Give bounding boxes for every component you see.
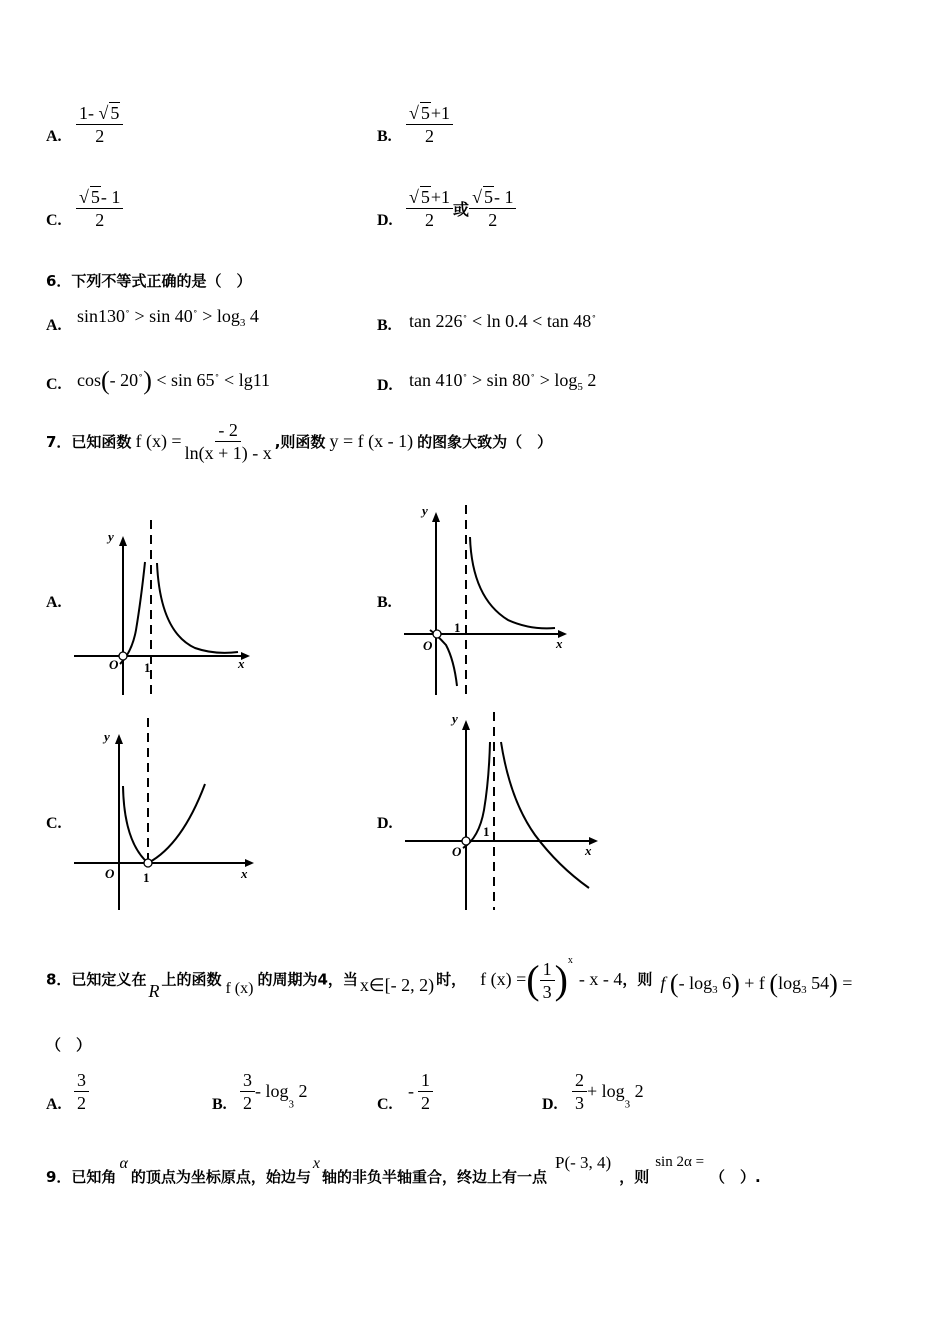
q6-option-c-expr: cos(- 20∘) < sin 65∘ < lg11 — [77, 366, 271, 395]
graph-c-x-label: x — [241, 866, 248, 881]
q6-option-d-expr: $\tan 410^\circ > \sin 80^\circ > \log_5 2$ — [409, 370, 597, 393]
q5-option-d-label: D. — [377, 212, 393, 229]
q5-d-tail1: +1 — [430, 187, 451, 207]
q8-a-num: 3 — [74, 1070, 89, 1092]
q8-b-num: 3 — [240, 1070, 255, 1092]
q8-a-den: 2 — [77, 1093, 86, 1113]
q5-d-rad1: 5 — [420, 187, 430, 207]
q6-option-b-expr: tan 226∘ < ln 0.4 < tan 48∘ — [409, 311, 597, 331]
q8-d-arg: 2 — [630, 1081, 644, 1101]
q7-option-d-label: D. — [377, 815, 393, 832]
q8-answer-paren: （ ） — [46, 1036, 92, 1054]
q6-option-a-expr: $\sin 130^\circ > \sin 40^\circ > \log_3 4$ — [77, 306, 259, 329]
q9-x: x — [312, 1155, 320, 1172]
q8-exp: x — [567, 955, 573, 966]
q7-post: 的图象大致为（ ） — [417, 433, 553, 451]
q8-expr-log: log — [778, 972, 802, 993]
q8-p4: 时， — [436, 970, 467, 989]
q8-rest: - x - 4 — [578, 969, 623, 989]
q8-b-tail: - log — [255, 1081, 289, 1101]
q8-R: R — [148, 980, 160, 1001]
graph-c-tick-label: 1 — [143, 870, 150, 885]
q8-c-sign: - — [408, 1081, 414, 1101]
q9-p1: 9．已知角 — [46, 1168, 117, 1186]
q7-num: - 2 — [215, 420, 241, 442]
q8-frac-den: 3 — [542, 982, 552, 1003]
q8-expr-f1: f — [660, 972, 666, 993]
graph-d-origin-circle — [462, 837, 470, 845]
q5-c-num-tail: - 1 — [100, 187, 121, 207]
q8-p2: 上的函数 — [161, 970, 222, 989]
q5-option-a-expr: $\frac{1- √ 5}{2}$ — [76, 103, 123, 146]
q6-c-p4: < lg11 — [219, 370, 271, 390]
graph-b-tick-label: 1 — [454, 620, 461, 635]
graph-b-y-label: y — [422, 503, 428, 518]
q7-den: ln(x + 1) - x — [184, 443, 272, 463]
q5-a-den: 2 — [95, 126, 105, 146]
q8-option-c-label: C. — [377, 1096, 393, 1113]
q8-expr-arg2: 54 — [806, 972, 830, 993]
q5-a-rad: 5 — [110, 103, 120, 123]
q6-stem: 6．下列不等式正确的是（ ） — [46, 272, 252, 290]
graph-c-y-label: y — [104, 729, 110, 744]
q8-d-den: 3 — [575, 1093, 584, 1113]
q6-d-p2: > sin 80 — [467, 370, 531, 390]
graph-a-y-label: y — [108, 529, 114, 544]
q8-b-den: 2 — [243, 1093, 252, 1113]
q5-option-d-expr: $\frac{√ 5+1}{2}$ 或 $\frac{√ 5- 1}{2}$ — [406, 187, 516, 230]
q8-b-arg: 2 — [294, 1081, 308, 1101]
q8-stem: 8．已知定义在R上的函数 f (x) 的周期为4，当 x∈[- 2, 2) 时， f (x) =( $\frac{1}{3}$ )$^x$- x - 4，则 f (- $\log_3 6) + f$ ($\log_3$ 54) = — [46, 955, 853, 1003]
q6-d-p1: tan 410 — [409, 370, 463, 390]
q7-fx: f (x) = — [135, 431, 182, 451]
q8-option-b-expr — [240, 1070, 308, 1113]
q6-a-p1: sin130 — [77, 306, 126, 326]
q8-expr-neglog: - log — [678, 972, 713, 993]
q8-option-d-expr — [572, 1070, 644, 1113]
q9-sin: sin 2α = — [655, 1154, 705, 1170]
q8-domain: x∈[- 2, 2) — [359, 974, 435, 995]
q8-c-den: 2 — [421, 1093, 430, 1113]
q5-b-den: 2 — [425, 126, 435, 146]
q7-option-a-label: A. — [46, 594, 62, 611]
graph-d-origin-label: O — [452, 844, 462, 859]
q8-c-num: 1 — [418, 1070, 433, 1092]
q5-option-b-label: B. — [377, 128, 392, 145]
q7-option-c-label: C. — [46, 815, 62, 832]
q6-option-d-label: D. — [377, 377, 393, 394]
q5-d-rad2: 5 — [483, 187, 493, 207]
q6-b-p2: < ln 0.4 < tan 48 — [467, 311, 592, 331]
q9-alpha: α — [119, 1155, 128, 1172]
graph-d-y-arrow-icon — [462, 720, 470, 730]
q8-expr-eq: = — [837, 972, 853, 993]
q8-fx: f (x) — [225, 979, 254, 997]
graph-d-y-label: y — [452, 711, 458, 726]
q9-point: P(- 3, 4) — [554, 1153, 612, 1172]
q5-d-or: 或 — [453, 200, 470, 219]
q5-option-c-label: C. — [46, 212, 62, 229]
q6-d-arg: 2 — [582, 370, 597, 390]
q5-c-rad: 5 — [90, 187, 100, 207]
q6-c-p2: - 20 — [109, 370, 139, 390]
q5-d-den1: 2 — [425, 210, 435, 230]
q8-option-a-label: A. — [46, 1096, 62, 1113]
q5-b-num-tail: +1 — [430, 103, 451, 123]
graph-d-curve-right — [501, 742, 589, 888]
q8-p1: 8．已知定义在 — [46, 970, 147, 989]
q6-option-b-label: B. — [377, 317, 392, 334]
q5-b-rad: 5 — [420, 103, 430, 123]
q6-a-p3: > log — [197, 306, 240, 326]
q8-option-c-expr — [408, 1070, 433, 1113]
q9-stem — [46, 1153, 761, 1187]
q9-p5: （ ）. — [710, 1168, 761, 1186]
q9-p3: 轴的非负半轴重合，终边上有一点 — [321, 1168, 547, 1186]
q8-option-b-label: B. — [212, 1096, 227, 1113]
graph-c-origin-label: O — [105, 866, 115, 881]
graph-d-tick-label: 1 — [483, 824, 490, 839]
q6-option-a-label: A. — [46, 317, 62, 334]
q5-option-b-expr: $\frac{√ 5+1}{2}$ — [406, 103, 453, 146]
q6-a-p2: > sin 40 — [130, 306, 193, 326]
q7-y-expr: y = f (x - 1) — [329, 431, 414, 451]
q5-option-c-expr: $\frac{√ 5- 1}{2}$ — [76, 187, 123, 230]
q6-c-p3: < sin 65 — [151, 370, 215, 390]
q6-option-c-label: C. — [46, 376, 62, 393]
q8-option-d-label: D. — [542, 1096, 558, 1113]
q8-p3: 的周期为4，当 — [257, 970, 358, 989]
q6-b-p1: tan 226 — [409, 311, 463, 331]
q5-c-den: 2 — [95, 210, 105, 230]
q9-p4: ，则 — [619, 1168, 650, 1186]
q8-expr-plus-f: + f — [739, 972, 765, 993]
q8-lhs: f (x) = — [480, 968, 527, 989]
graph-d-x-label: x — [585, 843, 592, 858]
q8-frac-num: 1 — [540, 959, 555, 981]
q5-a-num: 1- — [79, 103, 94, 123]
q8-option-a-expr — [74, 1070, 89, 1113]
graph-a-tick-label: 1 — [144, 660, 151, 675]
graph-a-origin-label: O — [109, 657, 119, 672]
q6-c-p1: cos — [77, 370, 101, 390]
q8-b-base: 3 — [288, 1098, 294, 1111]
q5-d-den2: 2 — [488, 210, 498, 230]
q8-expr-base2: 3 — [801, 983, 807, 996]
q5-d-tail2: - 1 — [493, 187, 514, 207]
q7-pre: 7．已知函数 — [46, 433, 132, 451]
q6-d-base: 5 — [577, 381, 583, 393]
graph-b-x-label: x — [556, 636, 563, 651]
q8-p5: ，则 — [622, 970, 653, 989]
q8-expr-arg1: 6 — [717, 972, 732, 993]
q6-a-arg: 4 — [245, 306, 259, 326]
graph-b-origin-label: O — [423, 638, 433, 653]
q8-d-base: 3 — [624, 1098, 631, 1111]
graph-a-x-label: x — [238, 656, 245, 671]
q8-d-tail: + log — [587, 1081, 625, 1101]
q6-d-p3: > log — [535, 370, 578, 390]
q9-p2: 的顶点为坐标原点，始边与 — [130, 1168, 311, 1186]
q7-mid: ,则函数 — [274, 433, 326, 451]
q6-a-base: 3 — [239, 317, 246, 329]
q5-option-a-label: A. — [46, 128, 62, 145]
q8-expr-base1: 3 — [712, 983, 718, 996]
q8-d-num: 2 — [572, 1070, 587, 1092]
q7-option-b-label: B. — [377, 594, 392, 611]
